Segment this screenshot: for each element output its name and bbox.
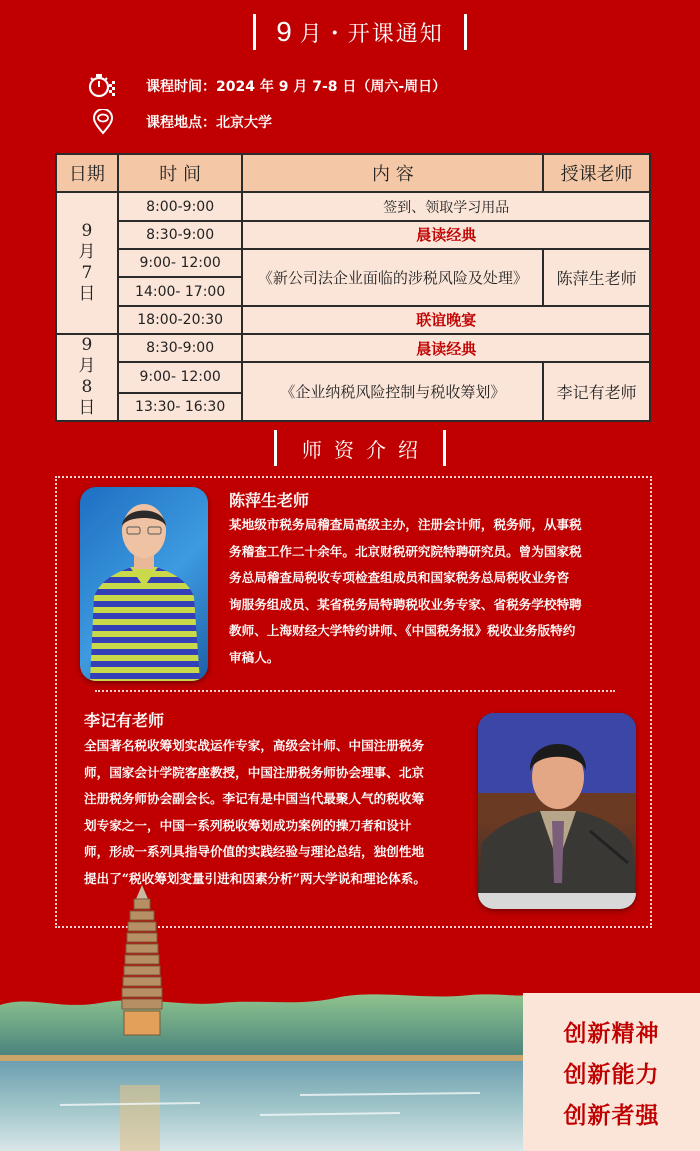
table-row	[56, 249, 650, 277]
date-char: 9	[81, 221, 93, 242]
bio-line: 师，形成一系列具指导价值的实践经验与理论总结，独创性地	[84, 844, 425, 859]
teacher-bio-li	[84, 733, 479, 892]
table-row	[56, 362, 650, 392]
date-char: 日	[78, 284, 96, 305]
time-cell: 9:00- 12:00	[118, 249, 243, 277]
table-row	[56, 221, 650, 249]
teacher-cell: 李记有老师	[543, 362, 650, 421]
time-cell: 14:00- 17:00	[118, 277, 243, 305]
table-row	[56, 334, 650, 362]
slogan-1: 创新精神	[563, 1020, 660, 1047]
course-time-row	[88, 74, 446, 98]
bio-line: 教师、上海财经大学特约讲师、《中国税务报》税收业务版特约	[229, 623, 576, 638]
teacher-bio-chen	[229, 512, 634, 671]
date-cell-day2	[56, 334, 118, 421]
location-pin-icon	[88, 110, 118, 134]
bio-line: 划专家之一，中国一系列税收筹划成功案例的操刀者和设计	[84, 817, 412, 833]
date-char: 9	[81, 335, 93, 356]
time-cell: 8:00-9:00	[118, 192, 243, 220]
section-title-teachers: 师资介绍	[274, 430, 446, 466]
date-char: 月	[78, 356, 96, 377]
date-char: 8	[81, 377, 93, 398]
course-location-row	[88, 110, 272, 134]
teacher-cell: 陈萍生老师	[543, 249, 650, 306]
date-char: 日	[78, 398, 96, 419]
title-text: 月・开课通知	[299, 21, 444, 47]
bio-line: 询服务组成员、某省税务局特聘税收业务专家、省税务学校特聘	[229, 596, 582, 612]
date-char: 7	[81, 263, 93, 284]
course-location-text: 课程地点：北京大学	[146, 115, 272, 131]
stopwatch-icon	[88, 74, 118, 98]
course-title-cell: 《企业纳税风险控制与税收筹划》	[242, 362, 543, 421]
content-cell: 签到、领取学习用品	[242, 192, 650, 220]
time-cell: 8:30-9:00	[118, 334, 243, 362]
bio-line: 务稽查工作二十余年。北京财税研究院特聘研究员。曾为国家税	[229, 543, 582, 559]
slogan-2: 创新能力	[563, 1061, 660, 1088]
teacher-photo-li	[478, 713, 636, 909]
time-cell: 18:00-20:30	[118, 306, 243, 334]
bio-line: 注册税务师协会副会长。李记有是中国当代最聚人气的税收筹	[84, 791, 425, 806]
content-cell-highlight: 联谊晚宴	[242, 306, 650, 334]
bio-line: 务总局稽查局税收专项检查组成员和国家税务总局税收业务咨	[229, 570, 570, 585]
table-header-row	[56, 154, 650, 192]
content-cell-highlight: 晨读经典	[242, 334, 650, 362]
slogan-box	[523, 993, 700, 1151]
header-time: 时 间	[118, 154, 243, 192]
header-date: 日期	[56, 154, 118, 192]
bio-line: 全国著名税收筹划实战运作专家，高级会计师、中国注册税务	[84, 738, 425, 753]
bio-line: 提出了“税收筹划变量引进和因素分析”两大学说和理论体系。	[84, 870, 426, 886]
time-cell: 9:00- 12:00	[118, 362, 243, 392]
slogan-3: 创新者强	[563, 1102, 660, 1129]
teacher-name-chen: 陈萍生老师	[229, 491, 310, 510]
date-cell-day1	[56, 192, 118, 334]
header-teacher: 授课老师	[543, 154, 650, 192]
bio-line: 某地级市税务局稽查局高级主办，注册会计师，税务师，从事税	[229, 517, 582, 532]
page-title	[253, 14, 467, 50]
time-cell: 8:30-9:00	[118, 221, 243, 249]
bio-line: 师，国家会计学院客座教授，中国注册税务师协会理事、北京	[84, 764, 425, 780]
title-month-number: 9	[276, 16, 294, 47]
campus-lake-illustration	[0, 985, 525, 1151]
course-title-cell: 《新公司法企业面临的涉税风险及处理》	[242, 249, 543, 306]
bio-line: 审稿人。	[229, 649, 280, 665]
table-row	[56, 306, 650, 334]
course-time-text: 课程时间：2024 年 9 月 7-8 日（周六-周日）	[146, 79, 447, 95]
pagoda-illustration	[112, 885, 172, 1105]
time-cell: 13:30- 16:30	[118, 393, 243, 421]
table-row	[56, 192, 650, 220]
teacher-name-li: 李记有老师	[84, 711, 165, 730]
header-content: 内 容	[242, 154, 543, 192]
teacher-photo-chen	[80, 487, 208, 681]
content-cell-highlight: 晨读经典	[242, 221, 650, 249]
teacher-divider	[95, 690, 615, 692]
schedule-table	[55, 153, 651, 422]
date-char: 月	[78, 242, 96, 263]
